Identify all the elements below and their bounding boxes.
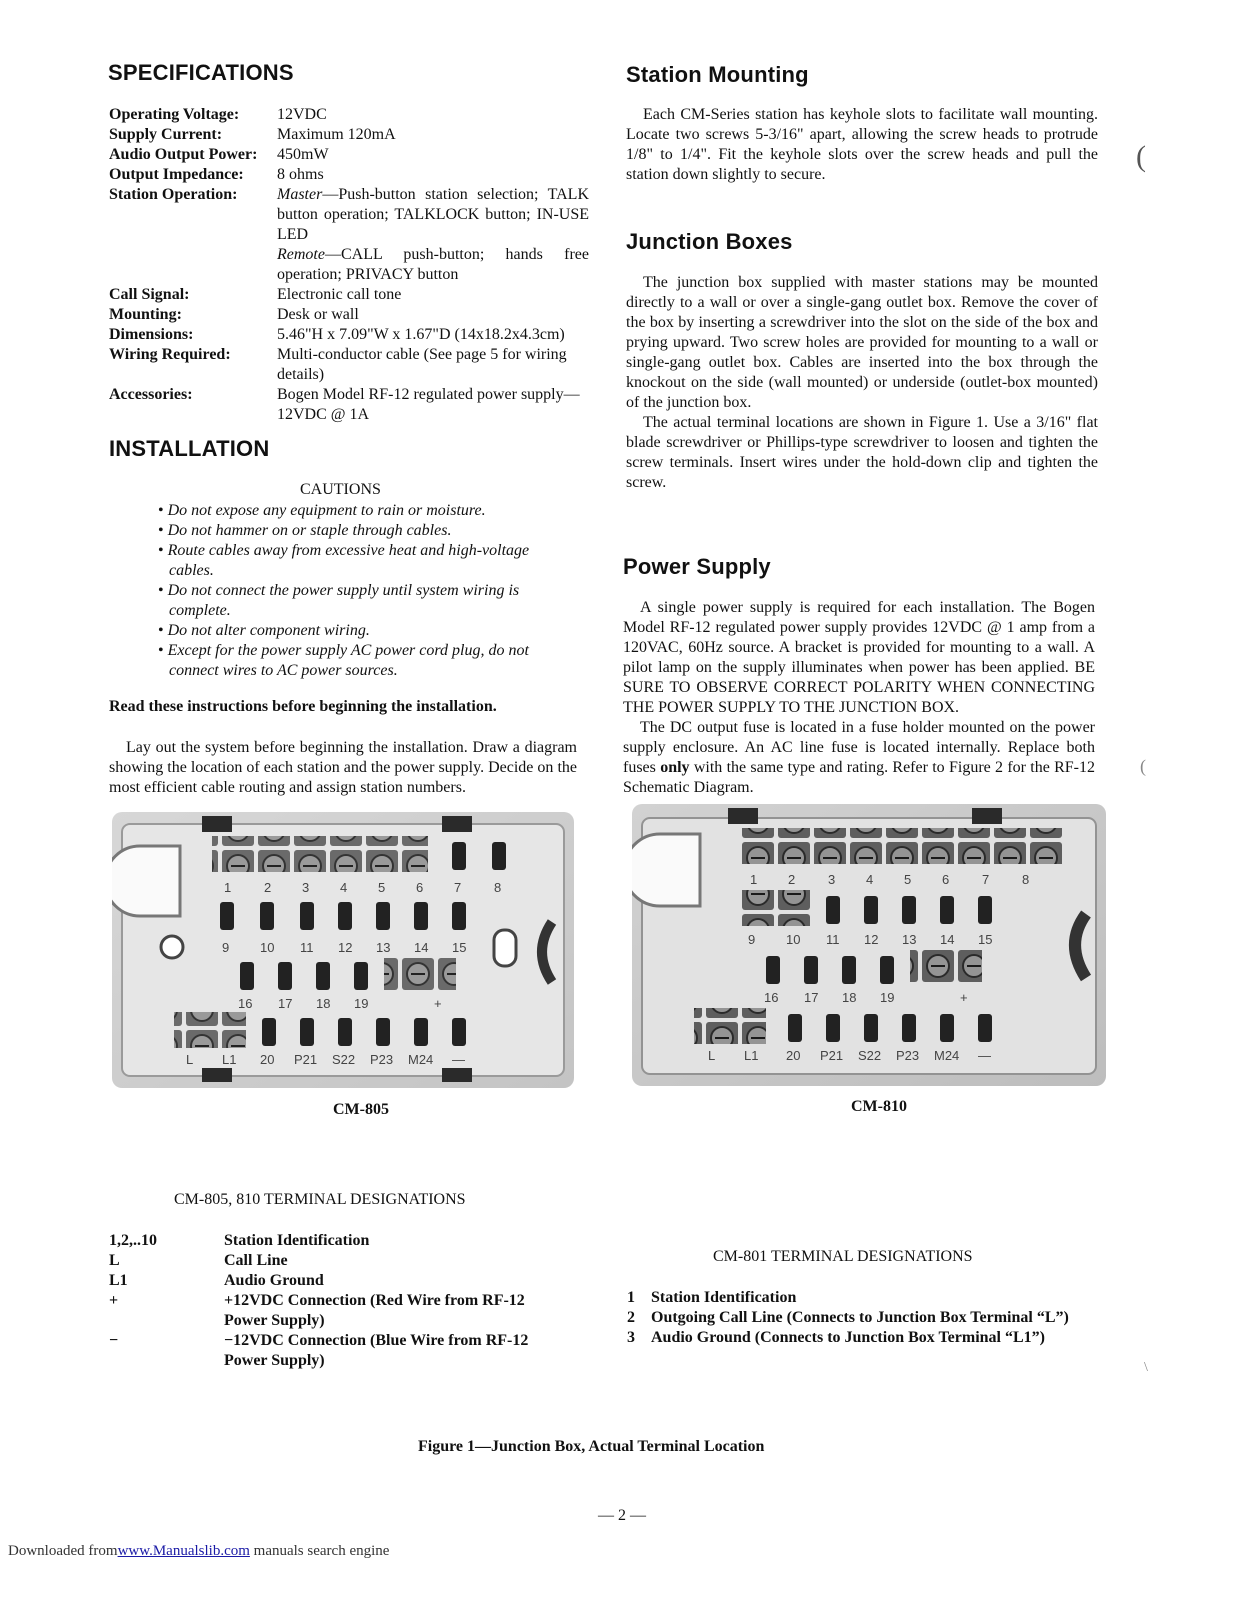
spec-master-text: —Push-button station selection; TALK button operation; TALKLOCK button; IN-USE LED (277, 186, 589, 243)
board-label: 14 (940, 932, 955, 947)
board-label: 17 (804, 990, 819, 1005)
board-label: 13 (376, 940, 391, 955)
scan-mark: ( (1136, 140, 1146, 173)
board-label: S22 (332, 1052, 356, 1067)
board-label: 6 (942, 872, 950, 887)
spec-label: Output Impedance: (109, 166, 244, 183)
junction-boxes-text-2: The actual terminal locations are shown in Figure 1. Use a 3/16" flat blade screwdriver or Phillips-type screwdriver to loosen and tighten the screw terminals. Insert wires under the hold-down clip and tighten the screw. (626, 414, 1098, 491)
cautions-list (158, 501, 538, 681)
power-supply-paragraphs (623, 598, 1095, 798)
power-supply-heading: Power Supply (623, 554, 771, 579)
terminal-805-810-list (109, 1231, 579, 1371)
installation-heading: INSTALLATION (109, 436, 270, 461)
terminal-row (627, 1288, 1107, 1308)
board-label: 1 (224, 880, 232, 895)
station-mounting-heading: Station Mounting (626, 62, 809, 87)
junction-boxes-heading: Junction Boxes (626, 229, 793, 254)
board-label: P21 (820, 1048, 844, 1063)
caution-item: • Do not expose any equipment to rain or moisture. (158, 501, 538, 521)
board-label: L1 (222, 1052, 237, 1067)
spec-label: Call Signal: (109, 286, 190, 303)
terminal-801-list (627, 1288, 1107, 1348)
spec-value: Electronic call tone (277, 286, 402, 303)
spec-label: Accessories: (109, 386, 193, 403)
terminal-desc: Outgoing Call Line (Connects to Junction Box Terminal “L”) (651, 1309, 1069, 1326)
spec-value: Desk or wall (277, 306, 359, 323)
cm805-junction-box-photo (112, 812, 574, 1088)
cm810-caption: CM-810 (851, 1098, 907, 1115)
board-label: 3 (828, 872, 836, 887)
terminal-row (109, 1251, 579, 1271)
board-label: L (708, 1048, 716, 1063)
board-label: 18 (316, 996, 331, 1011)
scan-mark: ( (1140, 756, 1146, 776)
board-label: 17 (278, 996, 293, 1011)
page-number: — 2 — (598, 1507, 646, 1524)
board-label: 15 (452, 940, 467, 955)
board-label: S22 (858, 1048, 882, 1063)
board-label: M24 (408, 1052, 434, 1067)
terminal-code: 1 (627, 1289, 635, 1306)
board-label: 20 (786, 1048, 801, 1063)
spec-label: Audio Output Power: (109, 146, 258, 163)
terminal-row (627, 1308, 1107, 1328)
power-supply-text-2b: with the same type and rating. Refer to Figure 2 for the RF-12 Schematic Diagram. (623, 759, 1096, 796)
terminal-desc: Call Line (224, 1252, 288, 1269)
spec-value: 450mW (277, 146, 329, 163)
caution-item: • Do not connect the power supply until system wiring is complete. (158, 581, 538, 621)
spec-value: Bogen Model RF-12 regulated power supply—12VDC @ 1A (277, 386, 580, 423)
board-label: — (452, 1052, 465, 1067)
board-label: 9 (748, 932, 756, 947)
spec-master-lead: Master (277, 186, 323, 203)
board-label: 3 (302, 880, 310, 895)
terminal-code: L (109, 1252, 120, 1269)
terminal-desc: +12VDC Connection (Red Wire from RF-12 Power Supply) (224, 1292, 525, 1329)
read-instructions-note: Read these instructions before beginning the installation. (109, 698, 497, 715)
board-label: 19 (354, 996, 369, 1011)
cm810-junction-box-photo (632, 804, 1106, 1086)
terminal-row (627, 1328, 1107, 1348)
layout-text: Lay out the system before beginning the installation. Draw a diagram showing the location of each station and the power supply. Decide on the most efficient cable routing and assign station numbers. (109, 739, 577, 796)
figure-caption: Figure 1—Junction Box, Actual Terminal Location (418, 1438, 765, 1455)
board-label: P23 (370, 1052, 394, 1067)
cm805-board-image (112, 812, 574, 1088)
spec-label: Supply Current: (109, 126, 223, 143)
junction-boxes-text-1: The junction box supplied with master stations may be mounted directly to a wall or over a single-gang outlet box. Remove the cover of the box by inserting a screwdriver into the slot on the side of the box and prying upward. Two screw holes are provided for mounting to a wall or single-gang outlet box. Cables are inserted into the box through the knockout on the side (wall mounted) or underside (outlet-box mounted) of the junction box. (626, 274, 1098, 411)
board-label: L (186, 1052, 194, 1067)
board-label: 20 (260, 1052, 275, 1067)
terminal-code: 2 (627, 1309, 635, 1326)
cautions-title: CAUTIONS (300, 481, 381, 498)
terminal-801-title: CM-801 TERMINAL DESIGNATIONS (713, 1248, 973, 1265)
caution-item: • Do not hammer on or staple through cables. (158, 521, 538, 541)
footer-suffix: manuals search engine (249, 1543, 390, 1559)
footer-prefix: Downloaded from (8, 1543, 118, 1559)
spec-label: Mounting: (109, 306, 182, 323)
layout-paragraph (109, 738, 577, 798)
caution-item: • Do not alter component wiring. (158, 621, 538, 641)
power-supply-text-2-bold: only (660, 759, 690, 776)
junction-boxes-paragraphs (626, 273, 1098, 493)
scan-mark: \ (1144, 1360, 1148, 1375)
board-label: 14 (414, 940, 429, 955)
board-label: 4 (866, 872, 874, 887)
terminal-desc: Audio Ground (Connects to Junction Box Terminal “L1”) (651, 1329, 1045, 1346)
terminal-desc: −12VDC Connection (Blue Wire from RF-12 Power Supply) (224, 1332, 529, 1369)
board-label: 16 (238, 996, 253, 1011)
power-supply-text-1: A single power supply is required for each installation. The Bogen Model RF-12 regulated power supply provides 12VDC @ 1 amp from a 120VAC, 60Hz source. A bracket is provided for mounting to a wall. A pilot lamp on the supply illuminates when power has been applied. BE SURE TO OBSERVE CORRECT POLARITY WHEN CONNECTING THE POWER SUPPLY TO THE JUNCTION BOX. (623, 599, 1095, 716)
specifications-heading: SPECIFICATIONS (108, 60, 294, 85)
terminal-code: 3 (627, 1329, 635, 1346)
board-label: 1 (750, 872, 758, 887)
board-label: 5 (378, 880, 386, 895)
board-label: — (978, 1048, 991, 1063)
spec-value: Multi-conductor cable (See page 5 for wiring details) (277, 346, 567, 383)
terminal-row (109, 1291, 579, 1331)
terminal-code: + (109, 1292, 119, 1309)
terminal-desc: Station Identification (651, 1289, 797, 1306)
board-label: 6 (416, 880, 424, 895)
spec-label: Operating Voltage: (109, 106, 240, 123)
spec-label: Wiring Required: (109, 346, 231, 363)
board-label: 10 (260, 940, 275, 955)
board-label: + (434, 996, 442, 1011)
board-label: M24 (934, 1048, 960, 1063)
board-label: 13 (902, 932, 917, 947)
terminal-desc: Audio Ground (224, 1272, 324, 1289)
specifications-table (109, 105, 589, 425)
power-supply-text-2a: The DC output fuse is located in a fuse holder mounted on the power supply enclosure. An AC line fuse is located internally. Replace both fuses (623, 719, 1095, 776)
spec-value: 12VDC (277, 106, 327, 123)
board-label: 2 (264, 880, 272, 895)
board-label: + (960, 990, 968, 1005)
board-label: 12 (338, 940, 353, 955)
spec-label: Dimensions: (109, 326, 194, 343)
terminal-code: 1,2,..10 (109, 1232, 157, 1249)
terminal-code: L1 (109, 1272, 128, 1289)
board-label: 10 (786, 932, 801, 947)
board-label: 15 (978, 932, 993, 947)
board-label: 2 (788, 872, 796, 887)
terminal-805-810-title: CM-805, 810 TERMINAL DESIGNATIONS (174, 1191, 466, 1208)
spec-remote-text: —CALL push-button; hands free operation; PRIVACY button (277, 246, 589, 283)
board-label: 9 (222, 940, 230, 955)
board-label: 19 (880, 990, 895, 1005)
spec-label: Station Operation: (109, 186, 238, 203)
board-label: 12 (864, 932, 879, 947)
caution-item: • Except for the power supply AC power cord plug, do not connect wires to AC power sources. (158, 641, 538, 681)
cm810-board-image (632, 804, 1106, 1086)
spec-remote-lead: Remote (277, 246, 325, 263)
cm805-caption: CM-805 (333, 1101, 389, 1118)
board-label: P23 (896, 1048, 920, 1063)
spec-value: 8 ohms (277, 166, 324, 183)
spec-value: 5.46"H x 7.09"W x 1.67"D (14x18.2x4.3cm) (277, 326, 565, 343)
board-label: 11 (300, 940, 314, 955)
board-label: 8 (1022, 872, 1030, 887)
caution-item: • Route cables away from excessive heat and high-voltage cables. (158, 541, 538, 581)
board-label: L1 (744, 1048, 759, 1063)
terminal-desc: Station Identification (224, 1232, 370, 1249)
download-footer (8, 1543, 389, 1560)
board-label: 11 (826, 932, 840, 947)
board-label: 7 (982, 872, 990, 887)
board-label: 16 (764, 990, 779, 1005)
terminal-row (109, 1331, 579, 1371)
board-label: 8 (494, 880, 502, 895)
terminal-code: − (109, 1332, 119, 1349)
station-mounting-text: Each CM-Series station has keyhole slots to facilitate wall mounting. Locate two screws 5-3/16" apart, allowing the screw heads to protrude 1/8" to 1/4". Fit the keyhole slots over the screw heads and pull the station down slightly to secure. (626, 106, 1098, 183)
station-mounting-paragraph (626, 105, 1098, 185)
board-label: 18 (842, 990, 857, 1005)
board-label: 4 (340, 880, 348, 895)
board-label: 7 (454, 880, 462, 895)
terminal-row (109, 1231, 579, 1251)
power-supply-text-2 (623, 718, 1095, 798)
manualslib-link[interactable]: www.Manualslib.com (117, 1543, 250, 1559)
spec-value (277, 185, 589, 285)
board-label: 5 (904, 872, 912, 887)
board-label: P21 (294, 1052, 318, 1067)
spec-value: Maximum 120mA (277, 126, 396, 143)
terminal-row (109, 1271, 579, 1291)
